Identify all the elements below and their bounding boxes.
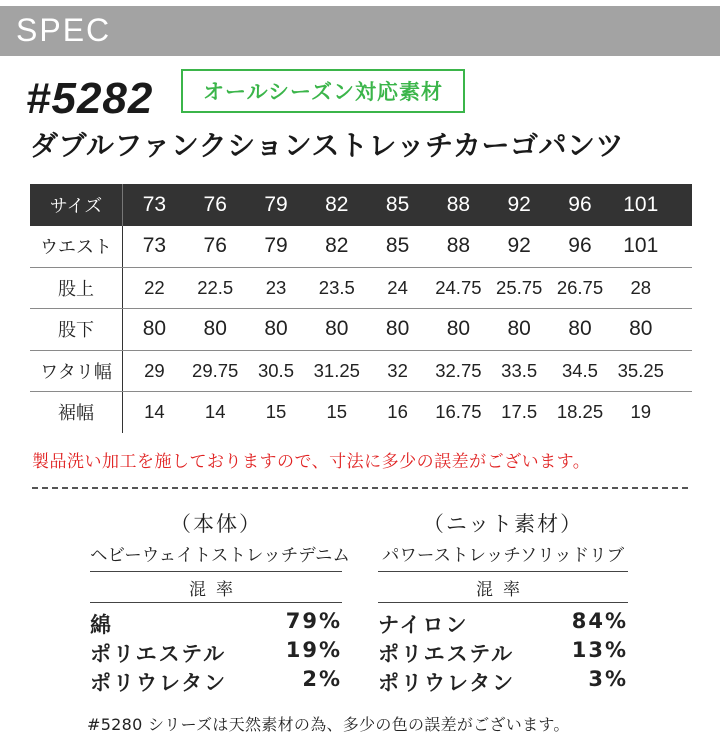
composition-row <box>90 609 342 638</box>
fiber-name: ポリウレタン <box>378 671 516 695</box>
wash-note: 製品洗い加工を施しておりますので、寸法に多少の誤差がございます。 <box>32 452 591 472</box>
fiber-name: ポリウレタン <box>90 671 228 695</box>
table-cell: 80 <box>325 317 349 341</box>
composition-row <box>90 667 342 696</box>
table-cell: 14 <box>204 401 226 423</box>
table-cell: 16.75 <box>435 401 482 423</box>
size-header-row <box>30 184 692 226</box>
table-cell: 24 <box>387 276 408 298</box>
fiber-name: 綿 <box>90 613 113 637</box>
spec-header-bar <box>0 6 720 56</box>
size-cell: 92 <box>507 193 531 216</box>
table-cell: 80 <box>629 317 653 341</box>
fiber-percent: 79% <box>285 609 342 633</box>
fiber-percent: 2% <box>302 667 342 691</box>
table-cell: 22.5 <box>197 276 234 298</box>
composition-row <box>378 609 628 638</box>
table-cell: 80 <box>507 317 531 341</box>
model-number: #5282 <box>26 74 154 123</box>
fiber-percent: 3% <box>588 667 628 691</box>
table-cell: 85 <box>385 234 410 258</box>
size-table <box>30 184 692 433</box>
size-cell: 96 <box>568 193 592 216</box>
size-cell: 73 <box>142 193 167 216</box>
row-label: ウエスト <box>40 237 112 259</box>
table-cell: 28 <box>630 276 652 298</box>
row-label: 股上 <box>58 278 94 300</box>
column-divider <box>122 351 123 392</box>
fiber-percent: 13% <box>571 638 628 662</box>
knit-fabric-name: パワーストレッチソリッドリブ <box>381 546 625 566</box>
table-cell: 101 <box>623 234 659 258</box>
knit-material-block <box>378 508 628 696</box>
size-cell: 76 <box>203 193 227 216</box>
table-cell: 80 <box>568 317 592 341</box>
table-cell: 32 <box>387 359 408 381</box>
composition-row <box>90 638 342 667</box>
fiber-name: ポリエステル <box>378 642 515 666</box>
knit-mix-header: 混率 <box>378 571 628 603</box>
product-name: ダブルファンクションストレッチカーゴパンツ <box>30 129 625 162</box>
table-cell: 26.75 <box>556 276 604 298</box>
table-cell: 32.75 <box>435 359 482 381</box>
size-cell: 85 <box>385 193 410 216</box>
table-cell: 18.25 <box>556 401 604 423</box>
table-cell: 76 <box>203 234 227 258</box>
column-divider <box>122 309 123 350</box>
composition-row <box>378 667 628 696</box>
table-cell: 24.75 <box>435 276 482 298</box>
fiber-name: ポリエステル <box>90 642 227 666</box>
column-divider <box>122 184 123 226</box>
row-label: ワタリ幅 <box>40 361 112 383</box>
color-variance-note: #5280 シリーズは天然素材の為、多少の色の誤差がございます。 <box>87 715 570 734</box>
fiber-name: ナイロン <box>378 613 469 637</box>
table-cell: 16 <box>387 401 408 423</box>
size-header-label: サイズ <box>49 196 103 217</box>
column-divider <box>122 392 123 433</box>
table-cell: 88 <box>446 234 471 258</box>
table-row-hem-width <box>30 392 692 433</box>
table-cell: 15 <box>265 401 287 423</box>
table-cell: 19 <box>630 401 652 423</box>
table-cell: 25.75 <box>496 276 543 298</box>
table-row-inseam <box>30 309 692 351</box>
table-cell: 34.5 <box>561 359 598 381</box>
table-cell: 15 <box>326 401 348 423</box>
fiber-percent: 84% <box>571 609 628 633</box>
row-label: 裾幅 <box>58 403 94 425</box>
row-label: 股下 <box>58 320 94 342</box>
composition-row <box>378 638 628 667</box>
table-cell: 30.5 <box>257 359 294 381</box>
table-cell: 82 <box>325 234 349 258</box>
dashed-divider <box>32 487 688 489</box>
table-cell: 23 <box>265 276 287 298</box>
table-cell: 35.25 <box>617 359 664 381</box>
table-cell: 14 <box>144 401 165 423</box>
table-cell: 96 <box>568 234 592 258</box>
table-cell: 33.5 <box>501 359 538 381</box>
table-cell: 17.5 <box>501 401 538 423</box>
size-cell: 88 <box>446 193 471 216</box>
table-cell: 29 <box>144 359 165 381</box>
table-cell: 22 <box>144 276 165 298</box>
column-divider <box>122 226 123 267</box>
size-cell: 82 <box>325 193 349 216</box>
fiber-percent: 19% <box>285 638 342 662</box>
table-row-rise <box>30 268 692 310</box>
body-composition-list <box>90 609 342 696</box>
knit-material-title: （ニット素材） <box>422 512 584 536</box>
size-cell: 79 <box>264 193 288 216</box>
season-badge: オールシーズン対応素材 <box>181 69 465 113</box>
table-cell: 23.5 <box>318 276 355 298</box>
table-cell: 80 <box>385 317 410 341</box>
table-cell: 31.25 <box>313 359 360 381</box>
table-cell: 80 <box>203 317 227 341</box>
knit-composition-list <box>378 609 628 696</box>
column-divider <box>122 268 123 309</box>
table-cell: 73 <box>142 234 167 258</box>
body-material-block <box>90 508 351 696</box>
table-row-thigh-width <box>30 351 692 393</box>
body-mix-header: 混率 <box>90 571 342 603</box>
table-cell: 92 <box>507 234 531 258</box>
body-fabric-name: ヘビーウェイトストレッチデニム <box>90 546 351 566</box>
table-cell: 80 <box>264 317 288 341</box>
table-cell: 79 <box>264 234 288 258</box>
table-cell: 29.75 <box>192 359 239 381</box>
body-material-title: （本体） <box>170 512 262 536</box>
size-cell: 101 <box>623 193 659 216</box>
spec-label: SPEC <box>16 12 112 48</box>
table-cell: 80 <box>446 317 471 341</box>
table-cell: 80 <box>142 317 167 341</box>
table-row-waist <box>30 226 692 268</box>
